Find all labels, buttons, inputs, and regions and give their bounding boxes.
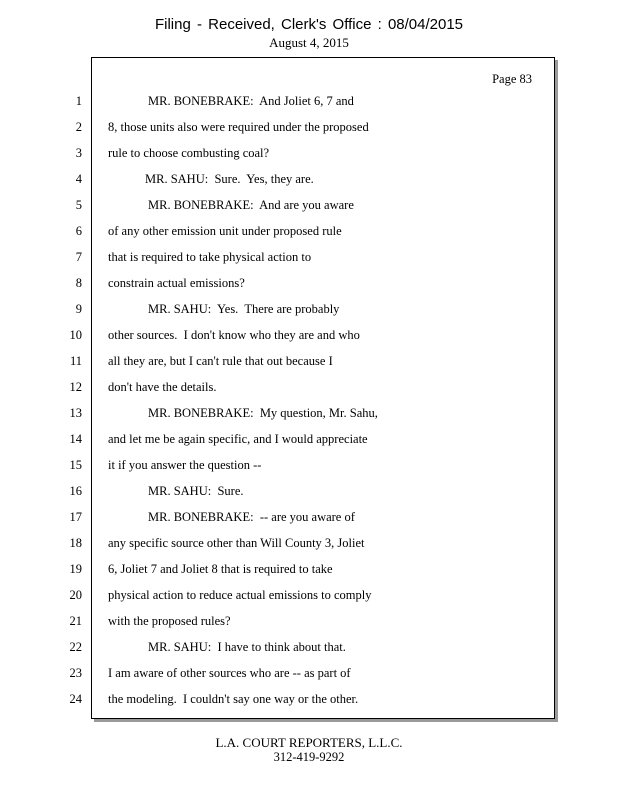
line-number: 20 xyxy=(69,588,82,602)
line-number: 1 xyxy=(75,94,82,108)
transcript-line: the modeling. I couldn't say one way or the other. xyxy=(108,692,359,706)
transcript-line: 8, those units also were required under the proposed xyxy=(108,120,369,134)
court-reporter-name: L.A. COURT REPORTERS, L.L.C. xyxy=(215,735,403,750)
line-number: 7 xyxy=(75,250,82,264)
transcript-line: that is required to take physical action to xyxy=(108,250,312,264)
transcript-line: MR. SAHU: I have to think about that. xyxy=(148,640,346,654)
transcript-line: and let me be again specific, and I would appreciate xyxy=(108,432,368,446)
line-number: 8 xyxy=(75,276,82,290)
transcript-line: MR. BONEBRAKE: And are you aware xyxy=(148,198,354,212)
line-number: 9 xyxy=(75,302,82,316)
line-number: 16 xyxy=(69,484,82,498)
transcript-line: MR. SAHU: Yes. There are probably xyxy=(148,302,340,316)
line-number: 10 xyxy=(69,328,82,342)
filing-date: August 4, 2015 xyxy=(269,35,349,50)
filing-stamp: Filing - Received, Clerk's Office : 08/04/2015 xyxy=(154,16,464,33)
line-number: 17 xyxy=(69,510,82,524)
line-number-column xyxy=(0,91,82,715)
transcript-line: constrain actual emissions? xyxy=(108,276,245,290)
line-number: 23 xyxy=(69,666,82,680)
line-number: 24 xyxy=(69,692,82,706)
transcript-lines xyxy=(108,91,548,715)
transcript-line: MR. BONEBRAKE: My question, Mr. Sahu, xyxy=(148,406,378,420)
line-number: 3 xyxy=(75,146,82,160)
transcript-line: MR. BONEBRAKE: And Joliet 6, 7 and xyxy=(148,94,354,108)
transcript-line: rule to choose combusting coal? xyxy=(108,146,270,160)
transcript-line: any specific source other than Will County 3, Joliet xyxy=(108,536,365,550)
transcript-line: 6, Joliet 7 and Joliet 8 that is required to take xyxy=(108,562,333,576)
line-number: 12 xyxy=(69,380,82,394)
transcript-line: with the proposed rules? xyxy=(108,614,231,628)
transcript-line: other sources. I don't know who they are and who xyxy=(108,328,360,342)
transcript-line: MR. SAHU: Sure. xyxy=(148,484,244,498)
page-number: Page 83 xyxy=(492,72,532,86)
line-number: 14 xyxy=(69,432,82,446)
line-number: 21 xyxy=(69,614,82,628)
transcript-line: don't have the details. xyxy=(108,380,217,394)
line-number: 13 xyxy=(69,406,82,420)
line-number: 5 xyxy=(75,198,82,212)
line-number: 22 xyxy=(69,640,82,654)
line-number: 19 xyxy=(69,562,82,576)
line-number: 18 xyxy=(69,536,82,550)
line-number: 6 xyxy=(75,224,82,238)
transcript-line: I am aware of other sources who are -- as part of xyxy=(108,666,351,680)
transcript-line: physical action to reduce actual emissions to comply xyxy=(108,588,372,602)
transcript-line: MR. SAHU: Sure. Yes, they are. xyxy=(145,172,314,186)
line-number: 11 xyxy=(69,354,82,368)
line-number: 2 xyxy=(75,120,82,134)
line-number: 15 xyxy=(69,458,82,472)
court-reporter-phone: 312-419-9292 xyxy=(273,750,345,764)
transcript-line: all they are, but I can't rule that out because I xyxy=(108,354,333,368)
transcript-line: it if you answer the question -- xyxy=(108,458,262,472)
transcript-line: MR. BONEBRAKE: -- are you aware of xyxy=(148,510,355,524)
line-number: 4 xyxy=(75,172,82,186)
transcript-line: of any other emission unit under proposed rule xyxy=(108,224,342,238)
